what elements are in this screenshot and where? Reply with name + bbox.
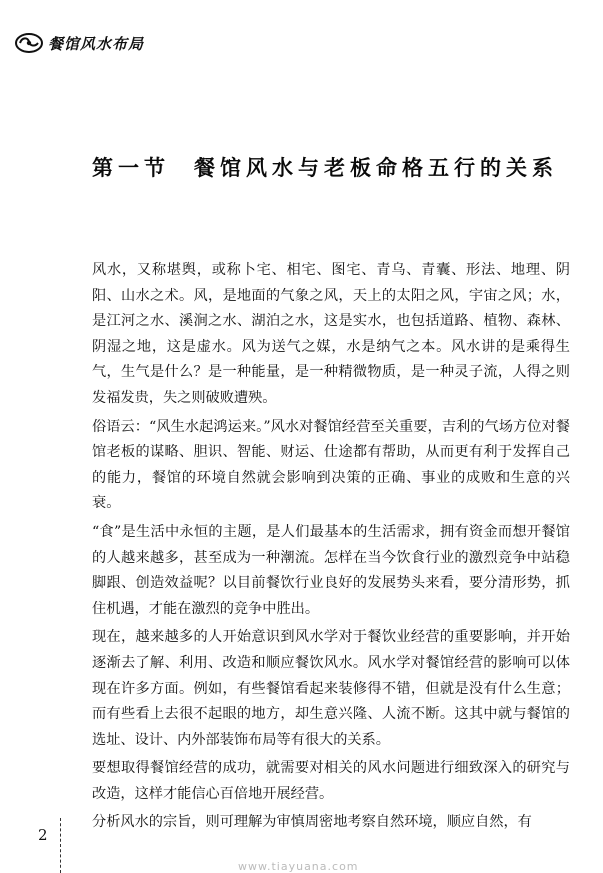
swirl-cloud-icon	[14, 31, 44, 55]
running-title: 餐馆风水布局	[48, 34, 145, 53]
paragraph: 风水，又称堪舆，或称卜宅、相宅、图宅、青乌、青囊、形法、地理、阴阳、山水之术。风，是地面的气象之风，天上的太阳之风，宇宙之风；水，是江河之水、溪涧之水、湖泊之水，这是实水，也包括道路、植物、森林、阴湿之地，这是虚水。风为送气之媒，水是纳气之本。风水讲的是乘得生气，生气是什么？是一种能量，是一种精微物质，是一种灵子流，人得之则发福发贵，失之则破败遭殃。	[92, 262, 570, 406]
page-number: 2	[38, 826, 48, 844]
running-header	[14, 28, 144, 58]
paragraph: 现在，越来越多的人开始意识到风水学对于餐饮业经营的重要影响，并开始逐渐去了解、利用、改造和顺应餐饮风水。风水学对餐馆经营的影响可以体现在许多方面。例如，有些餐馆看起来装修得不错，但就是没有什么生意；而有些看上去很不起眼的地方，却生意兴隆、人流不断。这其中就与餐馆的选址、设计、内外部装饰布局等有很大的关系。	[92, 629, 570, 748]
paragraph: 分析风水的宗旨，则可理解为审慎周密地考察自然环境，顺应自然，有	[92, 814, 532, 831]
watermark: www.tiayuana.com	[238, 860, 359, 873]
section-title: 餐馆风水与老板命格五行的关系	[194, 155, 558, 180]
paragraph: “食”是生活中永恒的主题，是人们最基本的生活需求，拥有资金而想开餐馆的人越来越多，甚至成为一种潮流。怎样在当今饮食行业的激烈竞争中站稳脚跟、创造效益呢？以目前餐饮行业良好的发展势头来看，要分清形势，抓住机遇，才能在激烈的竞争中胜出。	[92, 523, 570, 617]
footer-divider	[60, 818, 62, 873]
paragraph: 要想取得餐馆经营的成功，就需要对相关的风水问题进行细致深入的研究与改造，这样才能信心百倍地开展经营。	[92, 760, 570, 802]
chapter-heading	[92, 152, 558, 182]
paragraph: 俗语云：“风生水起鸿运来。”风水对餐馆经营至关重要，吉利的气场方位对餐馆老板的谋略、胆识、智能、财运、仕途都有帮助，从而更有利于发挥自己的能力，餐馆的环境自然就会影响到决策的正确、事业的成败和生意的兴衰。	[92, 418, 570, 512]
body-text	[92, 258, 570, 839]
section-label: 第一节	[92, 155, 170, 180]
